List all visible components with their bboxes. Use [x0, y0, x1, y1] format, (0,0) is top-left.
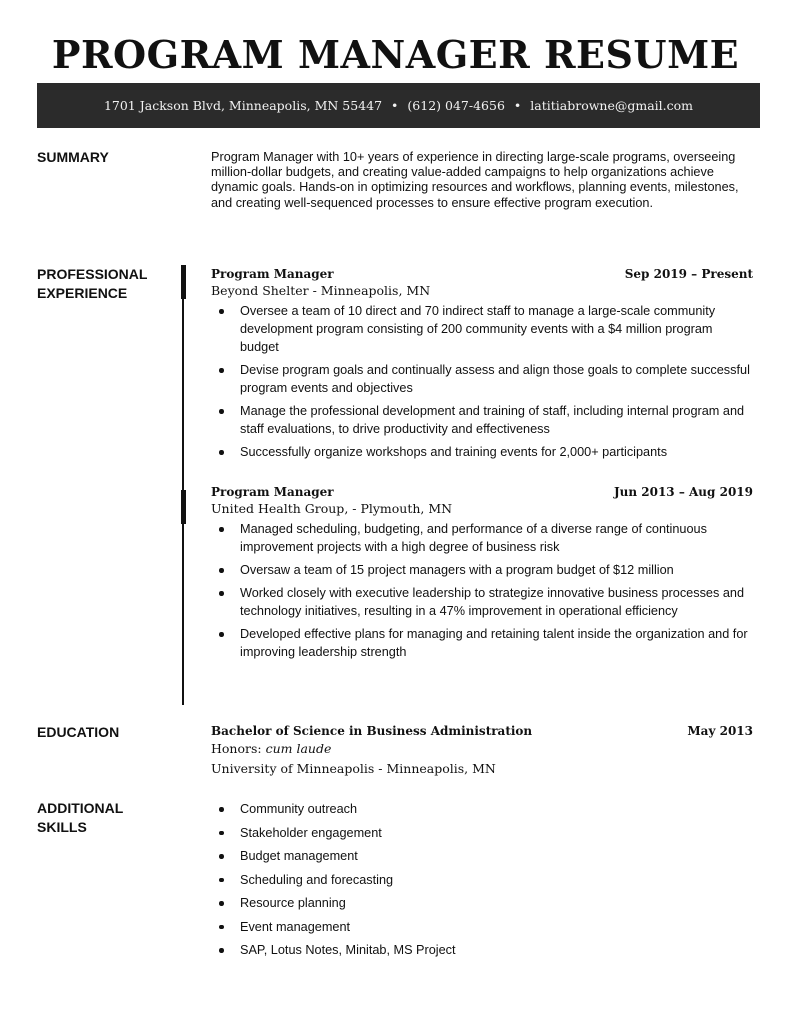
skill-item: Stakeholder engagement: [211, 824, 753, 842]
education-honors-value: cum laude: [265, 741, 332, 756]
job-bullet: Worked closely with executive leadership to strategize innovative business processes and technology initiatives, resulting in a 47% improvement in operational efficiency: [211, 584, 753, 620]
timeline-marker: [181, 265, 186, 299]
experience-heading: [37, 265, 177, 303]
job-company: Beyond Shelter - Minneapolis, MN: [211, 283, 431, 298]
skill-item: Scheduling and forecasting: [211, 871, 753, 889]
experience-heading-line2: EXPERIENCE: [37, 285, 128, 301]
skills-list-container: [211, 798, 753, 965]
contact-email[interactable]: latitiabrowne@gmail.com: [530, 98, 694, 113]
education-header: [211, 723, 753, 739]
skills-list: [211, 800, 753, 959]
skills-heading-line1: ADDITIONAL: [37, 800, 124, 816]
job-bullet: Devise program goals and continually assess and align those goals to complete successful program events and objectives: [211, 361, 753, 397]
education-degree: Bachelor of Science in Business Administration: [211, 724, 533, 738]
job-entry: [211, 266, 753, 466]
job-company: United Health Group, - Plymouth, MN: [211, 501, 453, 516]
job-bullet: Oversaw a team of 15 project managers with a program budget of $12 million: [211, 561, 753, 579]
job-title: Program Manager: [211, 485, 334, 499]
skill-item: SAP, Lotus Notes, Minitab, MS Project: [211, 941, 753, 959]
contact-bar: [37, 83, 760, 128]
job-title: Program Manager: [211, 267, 334, 281]
job-entry: [211, 484, 753, 666]
skill-item: Event management: [211, 918, 753, 936]
skills-heading: [37, 799, 177, 837]
contact-phone[interactable]: (612) 047-4656: [407, 98, 505, 113]
timeline-line: [182, 265, 184, 705]
skills-heading-line2: SKILLS: [37, 819, 87, 835]
job-bullet: Successfully organize workshops and training events for 2,000+ participants: [211, 443, 753, 461]
timeline-marker: [181, 490, 186, 524]
job-header: [211, 266, 753, 282]
job-dates: Jun 2013 – Aug 2019: [613, 485, 753, 499]
skill-item: Community outreach: [211, 800, 753, 818]
job-header: [211, 484, 753, 500]
education-heading: EDUCATION: [37, 724, 120, 740]
job-dates: Sep 2019 – Present: [624, 267, 753, 281]
summary-heading: SUMMARY: [37, 149, 109, 165]
education-honors: [211, 739, 753, 759]
education-honors-label: Honors:: [211, 741, 262, 756]
contact-address: 1701 Jackson Blvd, Minneapolis, MN 55447: [103, 98, 383, 113]
experience-heading-line1: PROFESSIONAL: [37, 266, 148, 282]
education-school: University of Minneapolis - Minneapolis, MN: [211, 761, 496, 776]
job-bullets: [211, 302, 753, 461]
contact-separator: •: [513, 98, 522, 113]
summary-text: Program Manager with 10+ years of experience in directing large-scale programs, overseeing million-dollar budgets, and creating value-added campaigns to help organizations achieve dynamic goals. Hands-on in optimizing resources and workflows, planning events, milestones, and creating well-sequenced processes to ensure effective program execution.: [211, 150, 739, 210]
job-bullet: Managed scheduling, budgeting, and performance of a diverse range of continuous improvement projects with a high degree of business risk: [211, 520, 753, 556]
skill-item: Resource planning: [211, 894, 753, 912]
skill-item: Budget management: [211, 847, 753, 865]
resume-title: PROGRAM MANAGER RESUME: [51, 32, 740, 77]
job-bullets: [211, 520, 753, 661]
job-bullet: Oversee a team of 10 direct and 70 indirect staff to manage a large-scale community development program consisting of 200 community events with a $4 million program budget: [211, 302, 753, 356]
education-entry: [211, 723, 753, 779]
education-date: May 2013: [687, 724, 753, 738]
contact-separator: •: [391, 98, 399, 113]
job-bullet: Manage the professional development and training of staff, including internal program and staff evaluations, to drive productivity and effectiveness: [211, 402, 753, 438]
job-bullet: Developed effective plans for managing and retaining talent inside the organization and for improving leadership strength: [211, 625, 753, 661]
